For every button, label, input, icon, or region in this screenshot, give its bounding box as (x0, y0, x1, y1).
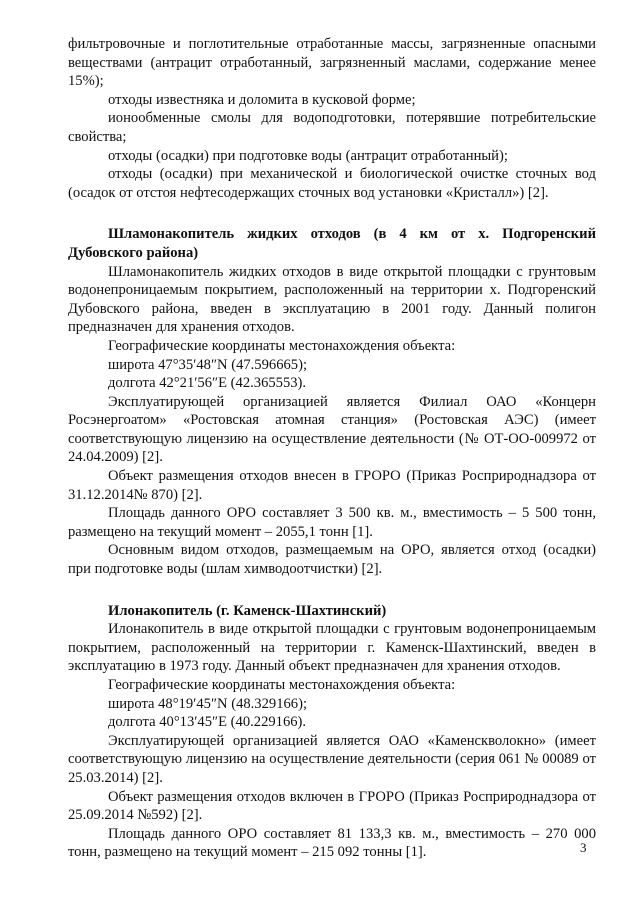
paragraph: широта 48°19′45″N (48.329166); (108, 695, 308, 712)
paragraph: Основным видом отходов, размещаемым на ОРО, является отход (осадки) при подготовке воды (шлам химводоотчистки) [2]. (68, 542, 596, 578)
spacer (68, 579, 596, 602)
paragraph: Географические координаты местонахождения объекта: (108, 337, 456, 354)
intro-item: отходы (осадки) при подготовке воды (антрацит отработанный); (108, 147, 508, 164)
intro-item: отходы известняка и доломита в кусковой форме; (108, 91, 416, 108)
document-page (68, 35, 596, 862)
section-heading: Илонакопитель (г. Каменск-Шахтинский) (108, 602, 387, 619)
intro-item: фильтровочные и поглотительные отработанные массы, загрязненные опасными веществами (антрацит отработанный, загрязненный маслами, содержание менее 15%); (68, 36, 596, 90)
paragraph: Площадь данного ОРО составляет 81 133,3 кв. м., вместимость – 270 000 тонн, размещено на текущий момент – 215 092 тонны [1]. (68, 825, 596, 861)
paragraph: Шламонакопитель жидких отходов в виде открытой площадки с грунтовым водонепроницаемым покрытием, расположенный на территории х. Подгоренский Дубовского района, введен в эксплуатацию в 2001 году. Данный полигон предназначен для хранения отходов. (68, 263, 596, 336)
paragraph: долгота 40°13′45″E (40.229166). (108, 714, 307, 731)
section-heading: Шламонакопитель жидких отходов (в 4 км от х. Подгоренский Дубовского района) (68, 226, 596, 261)
paragraph: Эксплуатирующей организацией является ОАО «Каменскволокно» (имеет соответствующую лицензию на осуществление деятельности (серия 061 № 00089 от 25.03.2014) [2]. (68, 732, 596, 786)
paragraph: Эксплуатирующей организацией является Филиал ОАО «Концерн Росэнергоатом» «Ростовская атомная станция» (Ростовская АЭС) (имеет соответствующую лицензию на осуществление деятельности (№ ОТ-ОО-009972 от 24.04.2009) [2]. (68, 393, 596, 466)
paragraph: Илонакопитель в виде открытой площадки с грунтовым водонепроницаемым покрытием, расположенный на территории г. Каменск-Шахтинский, введен в эксплуатацию в 1973 году. Данный объект предназначен для хранения отходов. (68, 621, 596, 675)
paragraph: Площадь данного ОРО составляет 3 500 кв. м., вместимость – 5 500 тонн, размещено на текущий момент – 2055,1 тонн [1]. (68, 505, 596, 540)
page-number: 3 (580, 840, 587, 855)
intro-item: отходы (осадки) при механической и биологической очистке сточных вод (осадок от отстоя нефтесодержащих сточных вод установки «Кристалл») [2]. (68, 166, 596, 201)
paragraph: Объект размещения отходов включен в ГРОРО (Приказ Росприроднадзора от 25.09.2014 №592) [2]. (68, 788, 596, 824)
paragraph: Географические координаты местонахождения объекта: (108, 677, 456, 693)
spacer (68, 202, 596, 225)
paragraph: широта 47°35′48″N (47.596665); (108, 356, 308, 373)
paragraph: Объект размещения отходов внесен в ГРОРО (Приказ Росприроднадзора от 31.12.2014№ 870) [2]. (68, 468, 596, 503)
intro-item: ионообменные смолы для водоподготовки, потерявшие потребительские свойства; (68, 110, 596, 145)
paragraph: долгота 42°21′56″E (42.365553). (108, 375, 307, 392)
